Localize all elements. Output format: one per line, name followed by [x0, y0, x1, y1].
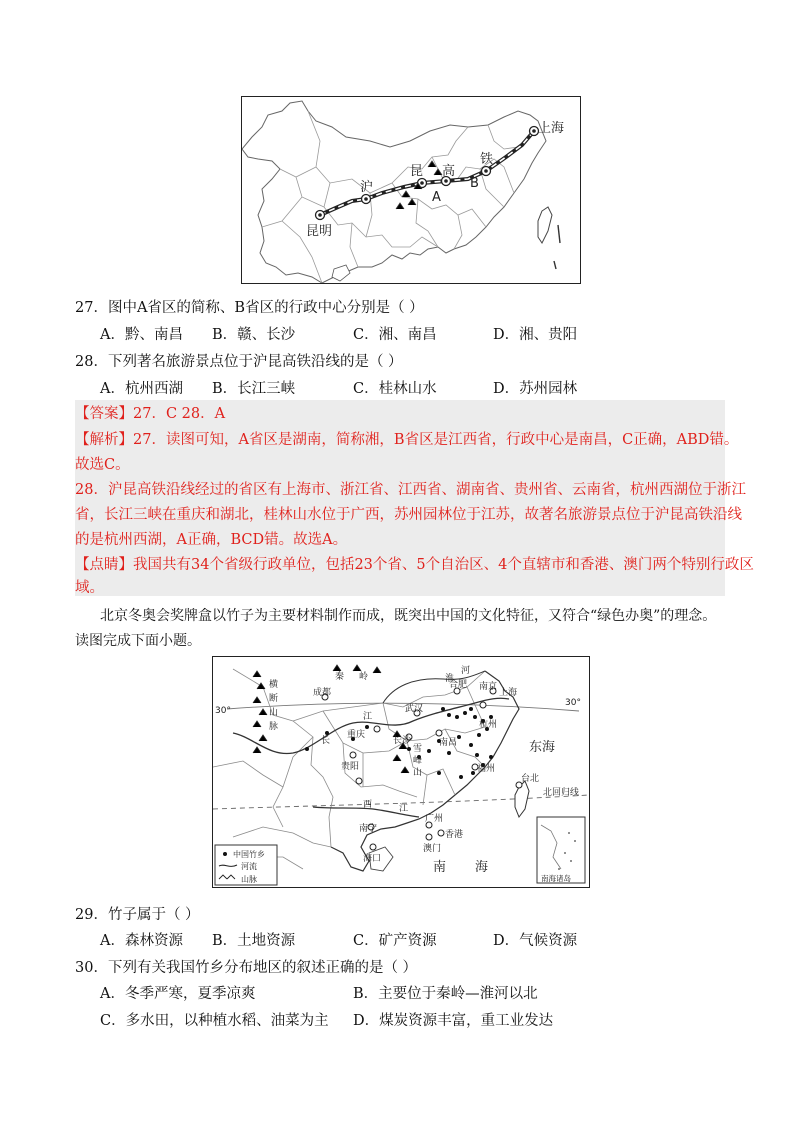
q28-option-a[interactable]: A．杭州西湖	[100, 381, 183, 397]
label-chang: 长	[321, 736, 331, 746]
label-hangzhou: 杭州	[479, 720, 498, 730]
explanation-line-5: 的是杭州西湖，A正确，BCD错。故选A。	[75, 532, 348, 548]
label-taibei: 台北	[521, 774, 540, 784]
explanation-line-2: 故选C。	[75, 457, 130, 473]
label-jiang2: 江	[399, 804, 409, 814]
legend-river-label: 河流	[241, 862, 257, 871]
label-ling: 岭	[359, 672, 369, 682]
label-hengduan-3: 山	[269, 708, 279, 718]
explanation-line-3: 28．沪昆高铁沿线经过的省区有上海市、浙江省、江西省、湖南省、贵州省、云南省，杭州西湖位于浙江	[75, 482, 746, 498]
map1-svg	[242, 97, 580, 283]
q30-option-a[interactable]: A．冬季严寒，夏季凉爽	[100, 986, 256, 1002]
q27-option-c[interactable]: C．湘、南昌	[353, 327, 437, 343]
label-xuefeng-1: 雪	[413, 744, 423, 754]
label-kun: 昆	[410, 164, 424, 179]
label-b: B	[470, 176, 479, 191]
legend-mountain-label: 山脉	[241, 875, 257, 884]
label-changsha: 长沙	[393, 736, 412, 746]
label-hengduan-4: 脉	[269, 722, 279, 732]
label-nanjing: 南京	[479, 682, 498, 692]
q29-option-d[interactable]: D．气候资源	[493, 933, 578, 949]
label-haikou: 海口	[363, 854, 382, 864]
label-xuefeng-3: 山	[413, 768, 423, 778]
label-hengduan-1: 横	[269, 680, 279, 690]
map-bamboo-towns	[212, 656, 590, 888]
legend-bamboo-label: 中国竹乡	[233, 850, 265, 859]
label-tie: 铁	[480, 152, 494, 167]
q29-option-b[interactable]: B．土地资源	[212, 933, 296, 949]
label-fuzhou: 福州	[477, 764, 496, 774]
label-donghai: 东海	[529, 740, 556, 755]
answer-explanation-block	[75, 400, 754, 596]
tip-line-1: 【点睛】我国共有34个省级行政单位，包括23个省、5个自治区、4个直辖市和香港、澳门两个特别行政区	[75, 557, 754, 573]
intro-line-2: 读图完成下面小题。	[75, 633, 201, 649]
question-27-stem: 27．图中A省区的简称、B省区的行政中心分别是（ ）	[75, 300, 424, 316]
label-guiyang: 贵阳	[341, 762, 360, 772]
q30-option-b[interactable]: B．主要位于秦岭—淮河以北	[353, 986, 538, 1002]
label-xuefeng-2: 峰	[413, 756, 423, 766]
label-gao: 高	[442, 164, 456, 179]
q28-option-d[interactable]: D．苏州园林	[493, 381, 578, 397]
q27-option-d[interactable]: D．湘、贵阳	[493, 327, 578, 343]
label-nanning: 南宁	[359, 824, 378, 834]
intro-line-1: 北京冬奥会奖牌盒以竹子为主要材料制作而成，既突出中国的文化特征，又符合“绿色办奥”的理念。	[100, 608, 717, 624]
question-29-stem: 29．竹子属于（ ）	[75, 907, 200, 923]
label-jiang: 江	[363, 712, 373, 722]
q30-option-d[interactable]: D．煤炭资源丰富，重工业发达	[353, 1013, 554, 1029]
map-hukun-railway	[241, 96, 581, 284]
label-tropic: 北回归线	[543, 788, 580, 798]
label-guangzhou: 广州	[425, 814, 444, 824]
label-hengduan-2: 断	[269, 694, 279, 704]
question-28-stem: 28．下列著名旅游景点位于沪昆高铁沿线的是（ ）	[75, 354, 403, 370]
label-lat30-right: 30°	[565, 698, 581, 708]
q29-option-c[interactable]: C．矿产资源	[353, 933, 437, 949]
q29-option-a[interactable]: A．森林资源	[100, 933, 183, 949]
label-nanhai-islands: 南海诸岛	[541, 874, 571, 883]
label-chengdu: 成都	[313, 688, 332, 698]
label-xi: 西	[363, 800, 373, 810]
q28-option-c[interactable]: C．桂林山水	[353, 381, 437, 397]
label-nanchang: 南昌	[439, 738, 458, 748]
explanation-line-1: 【解析】27．读图可知，A省区是湖南，简称湘，B省区是江西省，行政中心是南昌，C正确，ABD错。	[75, 432, 739, 448]
label-hu: 沪	[360, 180, 374, 195]
label-qin: 秦	[335, 672, 345, 682]
q27-option-a[interactable]: A．黔、南昌	[100, 327, 183, 343]
label-wuhan: 武汉	[405, 704, 424, 714]
explanation-line-4: 省，长江三峡在重庆和湖北，桂林山水位于广西，苏州园林位于江苏，故著名旅游景点位于沪昆高铁沿线	[75, 507, 742, 523]
map2-svg	[213, 657, 589, 887]
label-huai: 淮	[445, 674, 455, 684]
label-he: 河	[461, 666, 471, 676]
question-30-stem: 30．下列有关我国竹乡分布地区的叙述正确的是（ ）	[75, 960, 418, 976]
q30-option-c[interactable]: C．多水田，以种植水稻、油菜为主	[100, 1013, 329, 1029]
label-lat30-left: 30°	[215, 706, 231, 716]
label-shanghai: 上海	[538, 121, 565, 136]
q28-option-b[interactable]: B．长江三峡	[212, 381, 296, 397]
answer-line: 【答案】27．C 28．A	[75, 406, 226, 422]
label-shanghai2: 上海	[499, 688, 518, 698]
q27-option-b[interactable]: B．赣、长沙	[212, 327, 296, 343]
label-kunming: 昆明	[306, 224, 333, 239]
label-aomen: 澳门	[423, 844, 442, 854]
tip-line-2: 域。	[75, 580, 104, 596]
label-xianggang: 香港	[445, 830, 464, 840]
label-hefei: 合肥	[449, 680, 468, 690]
label-chongqing: 重庆	[347, 730, 366, 740]
label-nanhai-2: 海	[475, 860, 489, 875]
label-nanhai-1: 南	[433, 860, 447, 875]
label-a: A	[432, 190, 441, 205]
